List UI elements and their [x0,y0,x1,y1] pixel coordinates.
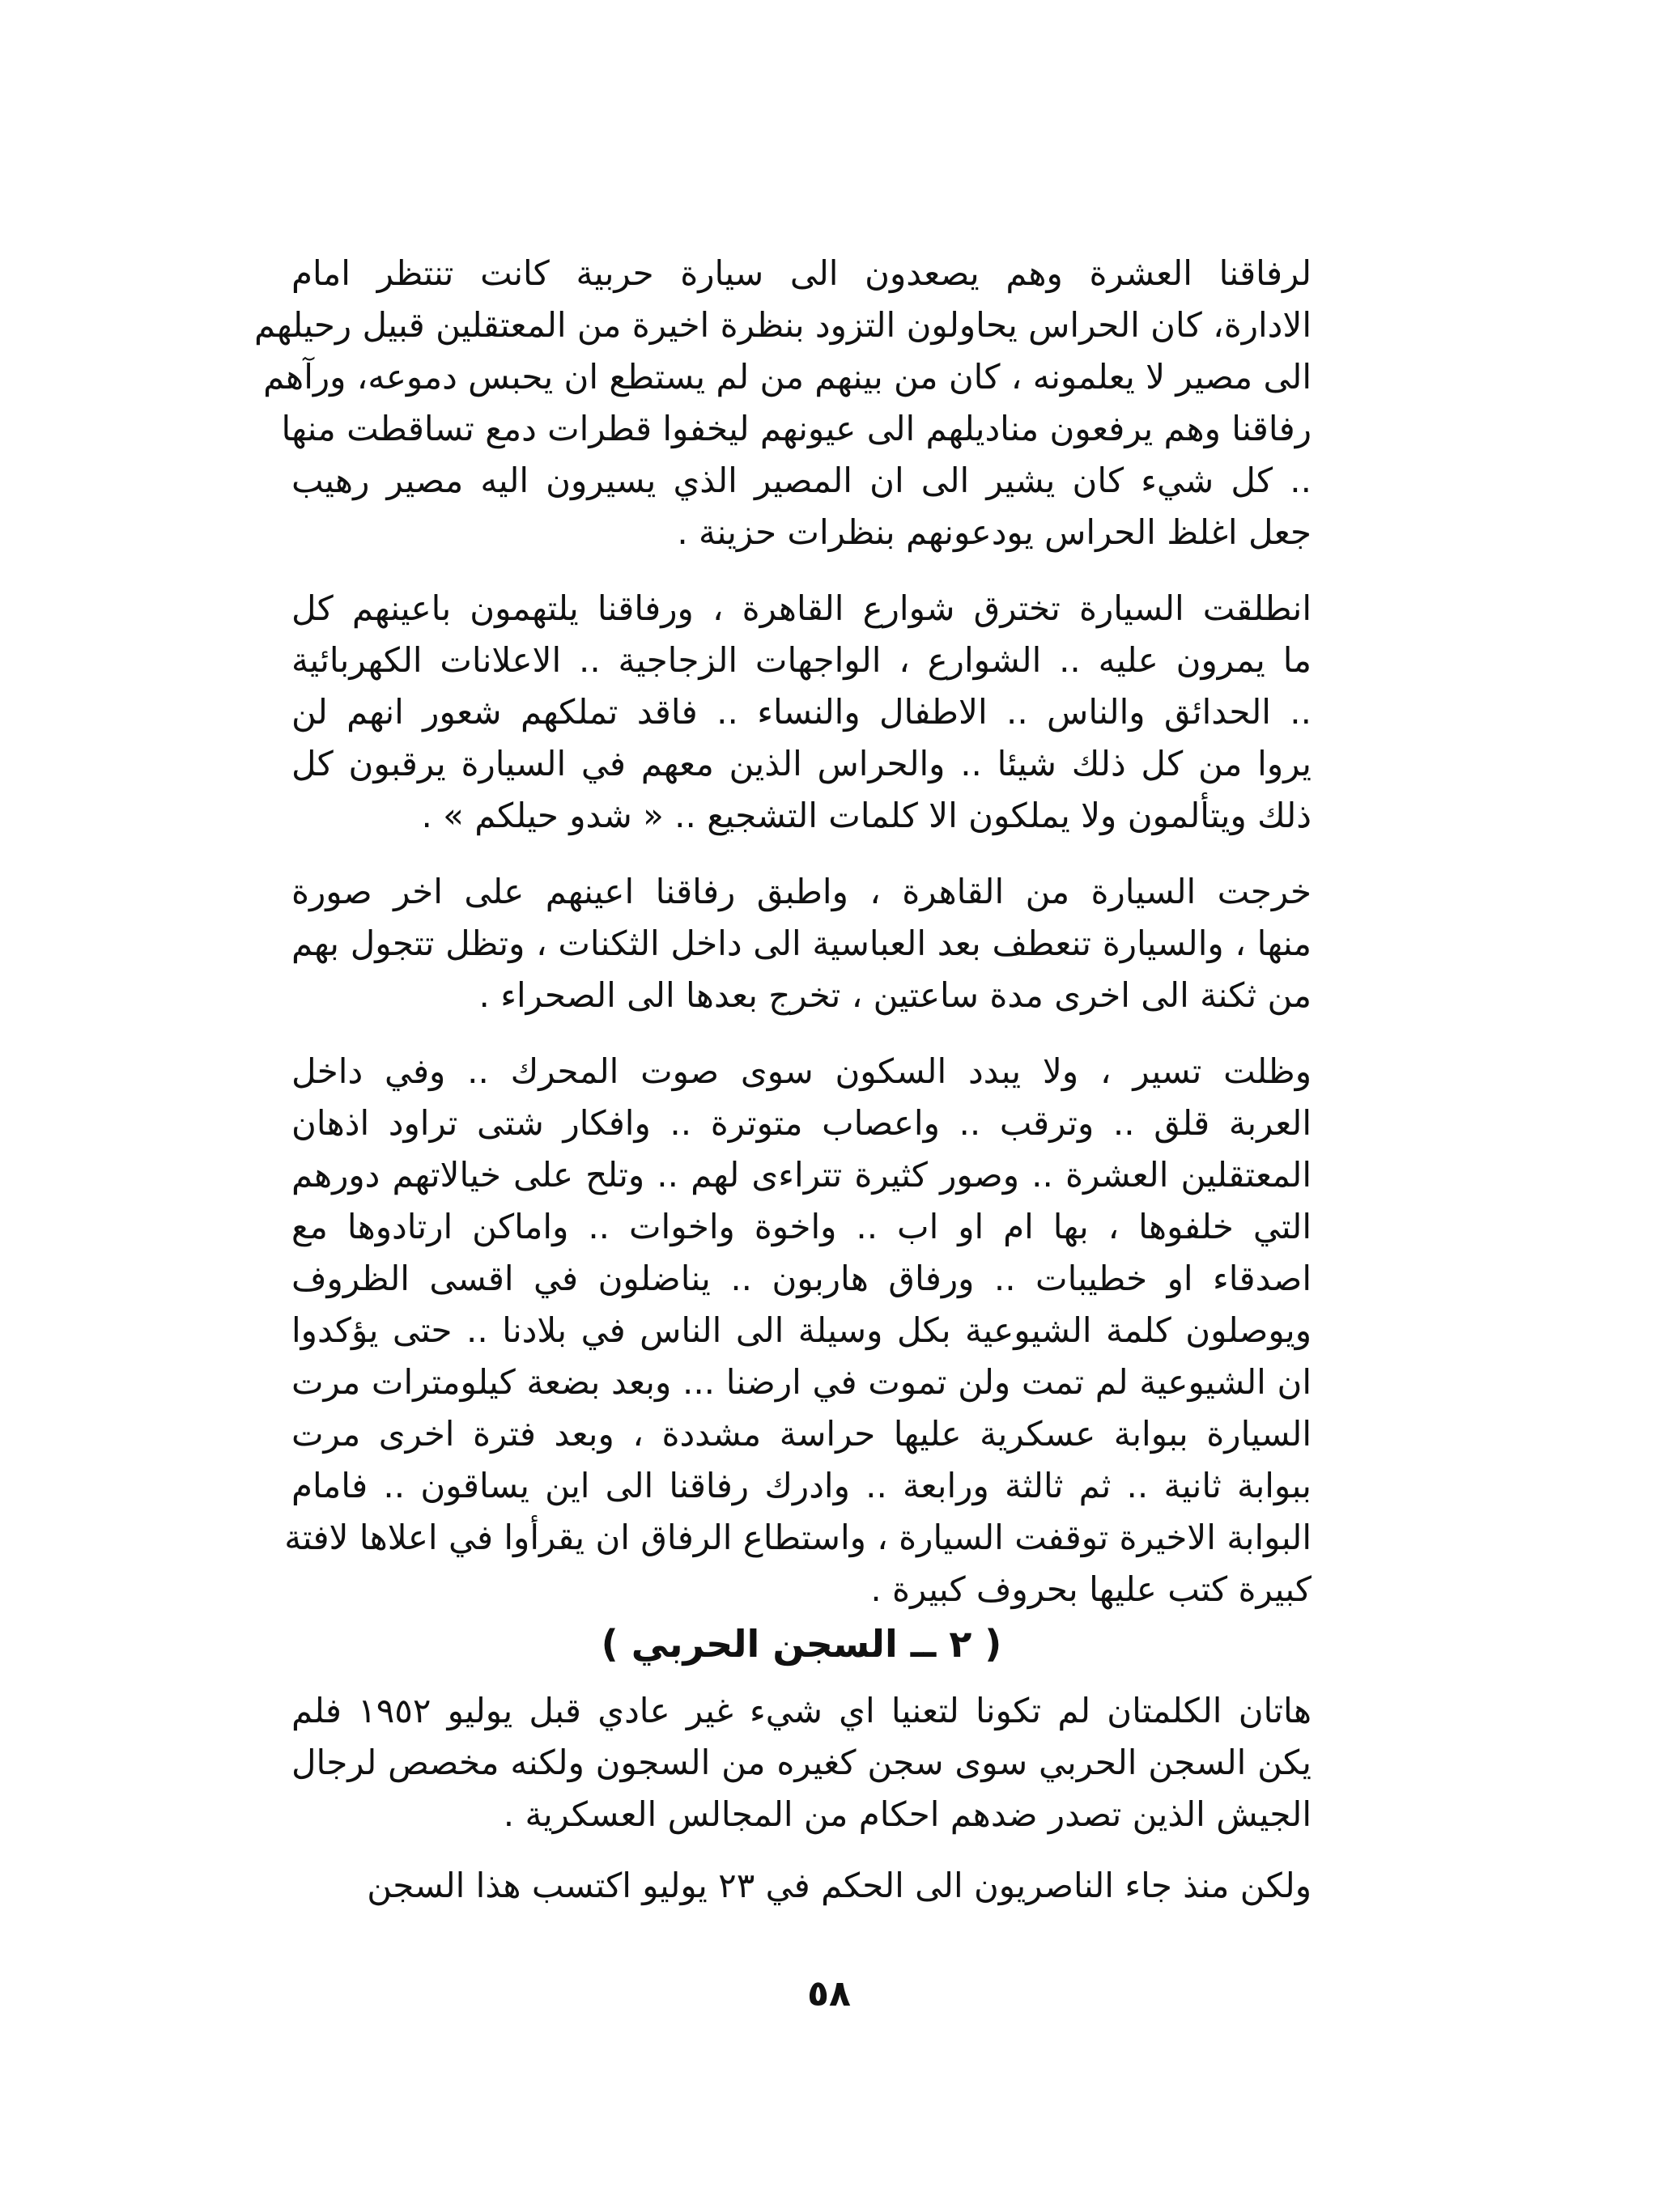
text-line: هاتان الكلمتان لم تكونا لتعنيا اي شيء غير عادي قبل يوليو ١٩٥٢ فلم [291,1691,1312,1730]
paragraph [291,1685,1312,1841]
paragraph [291,583,1312,842]
text-line: التي خلفوها ، بها ام او اب .. واخوة واخوات .. واماكن ارتادوها مع [291,1207,1312,1246]
text-line: رفاقنا وهم يرفعون مناديلهم الى عيونهم ليخفوا قطرات دمع تساقطت منها [281,409,1312,448]
text-line: منها ، والسيارة تنعطف بعد العباسية الى داخل الثكنات ، وتظل تتجول بهم [291,923,1312,963]
text-line: يكن السجن الحربي سوى سجن كغيره من السجون ولكنه مخصص لرجال [291,1743,1312,1782]
page-number: ٥٨ [807,1973,851,2015]
text-line: الى مصير لا يعلمونه ، كان من بينهم من لم يستطع ان يحبس دموعه، ورآهم [263,357,1312,397]
text-line: الجيش الذين تصدر ضدهم احكام من المجالس العسكرية . [503,1794,1312,1834]
section-heading: ( ٢ ــ السجن الحربي ) [601,1622,1002,1666]
paragraph [291,866,1312,1021]
text-line: من ثكنة الى اخرى مدة ساعتين ، تخرج بعدها الى الصحراء . [478,975,1312,1015]
text-line: جعل اغلظ الحراس يودعونهم بنظرات حزينة . [677,512,1312,552]
text-line: المعتقلين العشرة .. وصور كثيرة تتراءى لهم .. وتلح على خيالاتهم دورهم [291,1155,1312,1195]
text-line: العربة قلق .. وترقب .. واعصاب متوترة .. وافكار شتى تراود اذهان [291,1103,1312,1143]
paragraph [291,1860,1312,1912]
text-line: ان الشيوعية لم تمت ولن تموت في ارضنا ... وبعد بضعة كيلومترات مرت [291,1362,1312,1402]
paragraph [284,1046,1312,1615]
text-line: ببوابة ثانية .. ثم ثالثة ورابعة .. وادرك رفاقنا الى اين يساقون .. فامام [291,1466,1312,1505]
text-line: الادارة، كان الحراس يحاولون التزود بنظرة اخيرة من المعتقلين قبيل رحيلهم [254,305,1312,345]
text-line: كبيرة كتب عليها بحروف كبيرة . [870,1569,1312,1609]
text-line: البوابة الاخيرة توقفت السيارة ، واستطاع الرفاق ان يقرأوا في اعلاها لافتة [284,1518,1312,1557]
text-line: اصدقاء او خطيبات .. ورفاق هاربون .. يناضلون في اقسى الظروف [291,1259,1312,1298]
text-line: ما يمرون عليه .. الشوارع ، الواجهات الزجاجية .. الاعلانات الكهربائية [291,640,1312,680]
text-line: ويوصلون كلمة الشيوعية بكل وسيلة الى الناس في بلادنا .. حتى يؤكدوا [291,1310,1312,1350]
paragraph [254,248,1312,558]
text-line: وظلت تسير ، ولا يبدد السكون سوى صوت المحرك .. وفي داخل [291,1051,1312,1091]
text-line: .. الحدائق والناس .. الاطفال والنساء .. فاقد تملكهم شعور انهم لن [291,692,1312,732]
text-line: انطلقت السيارة تخترق شوارع القاهرة ، ورفاقنا يلتهمون باعينهم كل [291,588,1312,628]
text-line: لرفاقنا العشرة وهم يصعدون الى سيارة حربية كانت تنتظر امام [291,253,1312,293]
body-text-after-heading [291,1685,1312,1912]
text-line: السيارة ببوابة عسكرية عليها حراسة مشددة ، وبعد فترة اخرى مرت [291,1414,1312,1454]
body-text-before-heading [254,248,1312,1615]
text-line: ولكن منذ جاء الناصريون الى الحكم في ٢٣ يوليو اكتسب هذا السجن [367,1866,1312,1905]
text-line: خرجت السيارة من القاهرة ، واطبق رفاقنا اعينهم على اخر صورة [291,872,1312,911]
text-line: .. كل شيء كان يشير الى ان المصير الذي يسيرون اليه مصير رهيب [291,461,1312,500]
text-line: يروا من كل ذلك شيئا .. والحراس الذين معهم في السيارة يرقبون كل [291,744,1312,783]
text-line: ذلك ويتألمون ولا يملكون الا كلمات التشجيع .. « شدو حيلكم » . [421,796,1312,835]
